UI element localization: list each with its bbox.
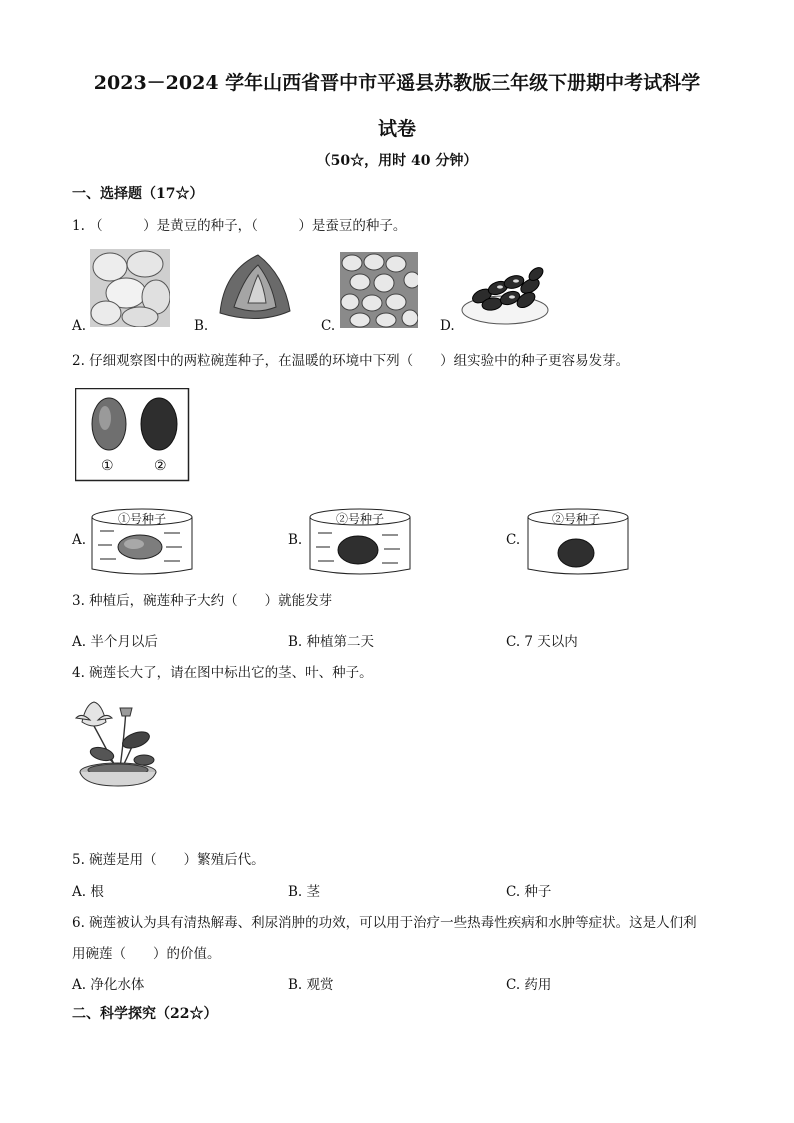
q3-option-b: B. 种植第二天 — [288, 634, 375, 650]
page-title-line1: 2023－2024 学年山西省晋中市平遥县苏教版三年级下册期中考试科学 — [93, 72, 701, 94]
question-6-text-line1: 6. 碗莲被认为具有清热解毒、利尿消肿的功效，可以用于治疗一些热毒性疾病和水肿等症状。这是人们利 — [72, 915, 697, 931]
page-subtitle: （50☆，用时 40 分钟） — [316, 153, 478, 169]
q2-option-a-label: A. — [72, 532, 87, 548]
q1-pine-nut-image — [460, 260, 550, 326]
q2-option-c-cup-label: ②号种子 — [552, 512, 601, 526]
question-6-text-line2: 用碗莲（ ）的价值。 — [72, 946, 221, 962]
q1-soybean-image — [340, 252, 418, 328]
q6-option-a: A. 净化水体 — [72, 977, 145, 993]
q2-option-c-label: C. — [506, 532, 521, 548]
q5-option-b: B. 茎 — [288, 884, 321, 900]
q1-option-a-label: A. — [72, 318, 87, 334]
question-5-text: 5. 碗莲是用（ ）繁殖后代。 — [72, 852, 265, 868]
q1-option-c-label: C. — [321, 318, 336, 334]
q6-option-b: B. 观赏 — [288, 977, 334, 993]
q2-lotus-seeds-figure — [75, 388, 190, 482]
q2-option-b-label: B. — [288, 532, 303, 548]
q5-option-a: A. 根 — [72, 884, 104, 900]
q2-seed-label-1: ① — [101, 458, 114, 474]
section-heading-1: 一、选择题（17☆） — [72, 186, 204, 202]
q5-option-c: C. 种子 — [506, 884, 552, 900]
q3-option-c: C. 7 天以内 — [506, 634, 578, 650]
q2-option-a-cup-label: ①号种子 — [118, 512, 167, 526]
q6-option-c: C. 药用 — [506, 977, 552, 993]
question-1-text: 1. （ ）是黄豆的种子，（ ）是蚕豆的种子。 — [72, 218, 407, 234]
q2-seed-label-2: ② — [154, 458, 167, 474]
question-3-text: 3. 种植后，碗莲种子大约（ ）就能发芽 — [72, 593, 333, 609]
q1-option-b-label: B. — [194, 318, 209, 334]
q3-option-a: A. 半个月以后 — [72, 634, 158, 650]
page-title-line2: 试卷 — [377, 118, 416, 140]
question-2-text: 2. 仔细观察图中的两粒碗莲种子，在温暖的环境中下列（ ）组实验中的种子更容易发芽。 — [72, 353, 630, 369]
q2-option-b-cup-label: ②号种子 — [336, 512, 385, 526]
q1-option-d-label: D. — [440, 318, 455, 334]
section-heading-2: 二、科学探究（22☆） — [72, 1006, 218, 1022]
q1-broad-bean-image — [90, 249, 170, 327]
q1-almond-image — [214, 249, 294, 327]
q4-bowl-lotus-image — [72, 698, 164, 788]
question-4-text: 4. 碗莲长大了，请在图中标出它的茎、叶、种子。 — [72, 665, 373, 681]
